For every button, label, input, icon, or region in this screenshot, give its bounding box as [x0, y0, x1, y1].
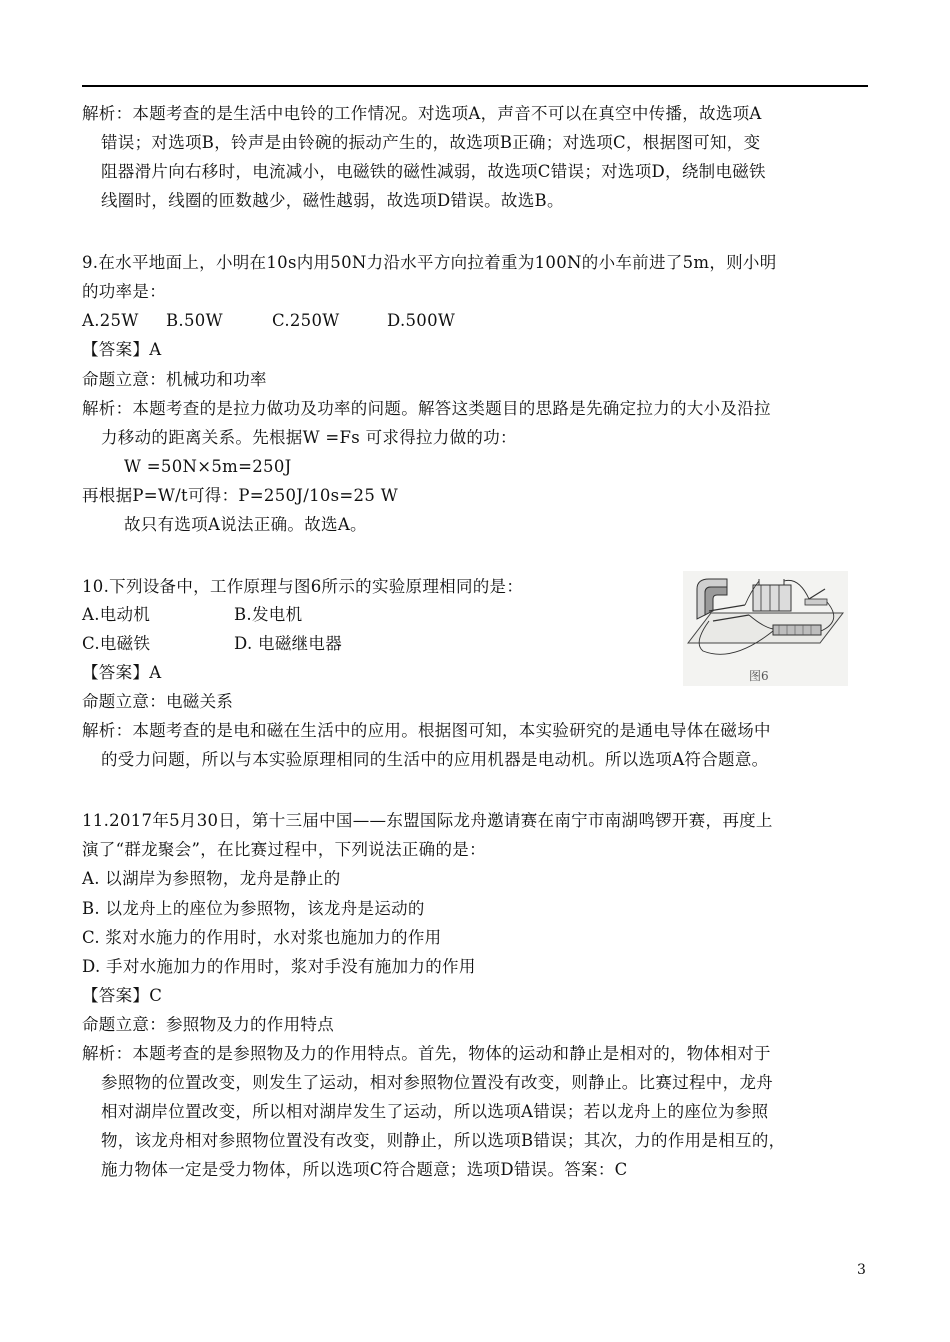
q10-answer: 【答案】A: [82, 663, 162, 682]
q10-intent: 命题立意：电磁关系: [82, 692, 234, 711]
q9-answer: 【答案】A: [82, 340, 162, 359]
q11-analysis-line: 物，该龙舟相对参照物位置没有改变，则静止，所以选项B错误；其次，力的作用是相互的，: [101, 1131, 786, 1150]
q8-analysis-line: 错误；对选项B，铃声是由铃碗的振动产生的，故选项B正确；对选项C，根据图可知，变: [101, 133, 761, 152]
q9-intent: 命题立意：机械功和功率: [82, 370, 267, 389]
q10-option: C.电磁铁: [82, 634, 151, 653]
q11-stem-line: 演了“群龙聚会”，在比赛过程中，下列说法正确的是：: [82, 840, 486, 859]
q10-stem: 10.下列设备中，工作原理与图6所示的实验原理相同的是：: [82, 577, 524, 596]
q10-analysis-line: 解析：本题考查的是电和磁在生活中的应用。根据图可知，本实验研究的是通电导体在磁场中: [82, 721, 771, 740]
q11-option: D. 手对水施加力的作用时，浆对手没有施加力的作用: [82, 957, 476, 976]
q8-analysis-line: 解析：本题考查的是生活中电铃的工作情况。对选项A，声音不可以在真空中传播，故选项A: [82, 104, 762, 123]
q8-analysis-line: 阻器滑片向右移时，电流减小，电磁铁的磁性减弱，故选项C错误；对选项D，绕制电磁铁: [101, 162, 766, 181]
q8-analysis-line: 线圈时，线圈的匝数越少，磁性越弱，故选项D错误。故选B。: [101, 191, 564, 210]
figure-6-experiment: [683, 571, 848, 686]
q10-analysis-line: 的受力问题，所以与本实验原理相同的生活中的应用机器是电动机。所以选项A符合题意。: [101, 750, 769, 769]
q11-analysis-line: 解析：本题考查的是参照物及力的作用特点。首先，物体的运动和静止是相对的，物体相对于: [82, 1044, 771, 1063]
page-number: 3: [857, 1262, 866, 1278]
q9-analysis-line: 解析：本题考查的是拉力做功及功率的问题。解答这类题目的思路是先确定拉力的大小及沿拉: [82, 399, 771, 418]
q11-analysis-line: 参照物的位置改变，则发生了运动，相对参照物位置没有改变，则静止。比赛过程中，龙舟: [101, 1073, 773, 1092]
q10-option: B.发电机: [234, 605, 303, 624]
q9-formula-power: 再根据P=W/t可得：P=250J/10s=25 W: [82, 486, 398, 505]
q11-intent: 命题立意：参照物及力的作用特点: [82, 1015, 334, 1034]
q10-option: A.电动机: [82, 605, 151, 624]
q9-option: D.500W: [387, 311, 456, 330]
q9-stem-line: 的功率是：: [82, 282, 166, 301]
q11-option: A. 以湖岸为参照物，龙舟是静止的: [82, 869, 341, 888]
header-rule: [82, 85, 868, 87]
q10-options-row: [82, 632, 342, 656]
q9-formula-work: W =50N×5m=250J: [124, 457, 292, 476]
q9-option: C.250W: [272, 311, 340, 330]
q11-analysis-line: 相对湖岸位置改变，所以相对湖岸发生了运动，所以选项A错误；若以龙舟上的座位为参照: [101, 1102, 769, 1121]
q9-options: [82, 309, 455, 333]
q9-option: B.50W: [166, 311, 223, 330]
q9-option: A.25W: [82, 311, 139, 330]
figure-6-caption: 图6: [749, 669, 769, 683]
q9-analysis-line: 力移动的距离关系。先根据W =Fs 可求得拉力做的功：: [101, 428, 517, 447]
q11-option: B. 以龙舟上的座位为参照物，该龙舟是运动的: [82, 899, 425, 918]
q11-analysis-line: 施力物体一定是受力物体，所以选项C符合题意；选项D错误。答案：C: [101, 1160, 628, 1179]
q11-option: C. 浆对水施力的作用时，水对浆也施加力的作用: [82, 928, 442, 947]
q9-stem-line: 9.在水平地面上，小明在10s内用50N力沿水平方向拉着重为100N的小车前进了5m，则小明: [82, 253, 777, 272]
q11-stem-line: 11.2017年5月30日，第十三届中国——东盟国际龙舟邀请赛在南宁市南湖鸣锣开赛，再度上: [82, 811, 773, 830]
q10-option: D. 电磁继电器: [234, 634, 343, 653]
q9-conclusion: 故只有选项A说法正确。故选A。: [124, 515, 367, 534]
q11-answer: 【答案】C: [82, 986, 163, 1005]
q10-options-row: [82, 603, 302, 627]
